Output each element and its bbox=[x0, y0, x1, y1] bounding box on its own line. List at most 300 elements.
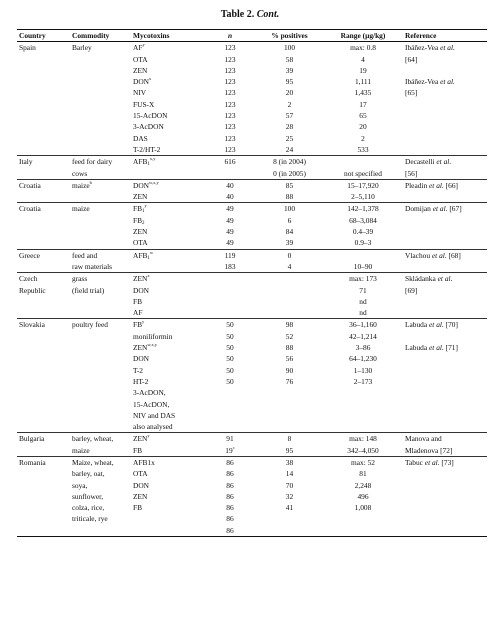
cell-commodity-text: feed and bbox=[72, 250, 98, 260]
cell-n bbox=[204, 215, 256, 226]
table-row bbox=[17, 410, 487, 421]
cell-reference-text: Pleadin et al. [66] bbox=[405, 180, 458, 190]
cell-range-text: 36–1,160 bbox=[349, 320, 377, 330]
cell-commodity-superscript: b bbox=[89, 179, 92, 185]
cell-positives bbox=[256, 215, 323, 226]
cell-range-text: 342–4,050 bbox=[347, 445, 379, 455]
cell-n bbox=[204, 421, 256, 433]
cell-n-text: 50 bbox=[226, 320, 234, 330]
cell-n bbox=[204, 480, 256, 491]
cell-range bbox=[323, 445, 403, 457]
cell-mycotoxin-text: NIV and DAS bbox=[133, 410, 176, 420]
cell-country bbox=[17, 307, 70, 319]
cell-reference bbox=[403, 203, 487, 215]
cell-n-text: 86 bbox=[226, 457, 234, 467]
cell-range bbox=[323, 42, 403, 54]
cell-range bbox=[323, 261, 403, 273]
table-row bbox=[17, 110, 487, 121]
cell-commodity-text: barley, wheat, bbox=[72, 434, 114, 444]
cell-range-text: 19 bbox=[359, 65, 367, 75]
cell-n-text: 91 bbox=[226, 434, 234, 444]
cell-range-text: 496 bbox=[357, 491, 369, 501]
cell-reference-text: Ibáñez-Vea et al. bbox=[405, 43, 455, 53]
cell-mycotoxin-text: DON bbox=[133, 480, 150, 490]
cell-commodity-text: Barley bbox=[72, 43, 92, 53]
cell-mycotoxin-text: AFB1x bbox=[133, 457, 155, 467]
cell-n-text: 50 bbox=[226, 354, 234, 364]
cell-mycotoxin bbox=[131, 433, 204, 445]
cell-range bbox=[323, 433, 403, 445]
cell-n-text: 49 bbox=[226, 227, 234, 237]
cell-mycotoxin bbox=[131, 76, 204, 87]
cell-commodity-text: soya, bbox=[72, 480, 88, 490]
cell-commodity bbox=[70, 491, 131, 502]
cell-country bbox=[17, 331, 70, 342]
cell-mycotoxin bbox=[131, 502, 204, 513]
table-row bbox=[17, 468, 487, 479]
cell-reference bbox=[403, 331, 487, 342]
cell-range-text: 533 bbox=[357, 144, 369, 154]
cell-mycotoxin bbox=[131, 191, 204, 203]
cell-positives bbox=[256, 42, 323, 54]
cell-mycotoxin-superscript: w,x,y bbox=[149, 179, 159, 185]
cell-commodity bbox=[70, 445, 131, 457]
cell-n bbox=[204, 133, 256, 144]
table-row bbox=[17, 331, 487, 342]
cell-mycotoxin-text: FB bbox=[133, 296, 143, 306]
cell-country bbox=[17, 296, 70, 307]
cell-commodity-text: maize bbox=[72, 180, 90, 190]
cell-country bbox=[17, 525, 70, 537]
cell-n-text: 50 bbox=[226, 376, 234, 386]
cell-country bbox=[17, 237, 70, 249]
cell-commodity bbox=[70, 296, 131, 307]
cell-n bbox=[204, 226, 256, 237]
cell-country bbox=[17, 273, 70, 285]
cell-reference-text: Vlachou et al. [68] bbox=[405, 250, 461, 260]
cell-mycotoxin-text: AF bbox=[133, 308, 143, 318]
cell-mycotoxin bbox=[131, 307, 204, 319]
cell-range bbox=[323, 168, 403, 180]
cell-country bbox=[17, 203, 70, 215]
col-header-mycotoxins: Mycotoxins bbox=[131, 30, 204, 42]
cell-positives-text: 39 bbox=[285, 65, 294, 75]
cell-n-text: 86 bbox=[226, 514, 234, 524]
cell-reference-text: [69] bbox=[405, 285, 418, 295]
cell-range bbox=[323, 249, 403, 261]
cell-country-text: Italy bbox=[19, 157, 33, 167]
cell-reference bbox=[403, 307, 487, 319]
cell-commodity bbox=[70, 433, 131, 445]
cell-positives-text: 8 bbox=[287, 434, 292, 444]
cell-n-text: 49 bbox=[226, 215, 234, 225]
cell-range bbox=[323, 99, 403, 110]
cell-commodity bbox=[70, 285, 131, 296]
cell-range-text: 142–1,378 bbox=[347, 204, 379, 214]
cell-range-text: 4 bbox=[361, 54, 365, 64]
table-row bbox=[17, 421, 487, 433]
col-header-range: Range (µg/kg) bbox=[323, 30, 403, 42]
cell-range bbox=[323, 76, 403, 87]
cell-positives-text: 85 bbox=[285, 180, 294, 190]
cell-reference bbox=[403, 410, 487, 421]
cell-positives bbox=[256, 342, 323, 353]
cell-positives bbox=[256, 399, 323, 410]
cell-positives bbox=[256, 331, 323, 342]
cell-range-text: 42–1,214 bbox=[349, 331, 377, 341]
cell-n bbox=[204, 353, 256, 364]
cell-positives bbox=[256, 387, 323, 398]
cell-mycotoxin-text: ZEN bbox=[133, 491, 148, 501]
cell-commodity-text: raw materials bbox=[72, 261, 113, 271]
cell-reference bbox=[403, 87, 487, 98]
table-row bbox=[17, 191, 487, 203]
cell-range bbox=[323, 65, 403, 76]
cell-positives bbox=[256, 76, 323, 87]
cell-n-text: 123 bbox=[224, 54, 236, 64]
cell-positives-text: 100 bbox=[283, 43, 296, 53]
cell-n-text: 123 bbox=[224, 144, 236, 154]
table-row bbox=[17, 365, 487, 376]
table-row bbox=[17, 215, 487, 226]
cell-reference bbox=[403, 54, 487, 65]
table-row bbox=[17, 513, 487, 524]
cell-country bbox=[17, 99, 70, 110]
cell-commodity bbox=[70, 65, 131, 76]
cell-mycotoxin bbox=[131, 376, 204, 387]
cell-n-text: 123 bbox=[224, 99, 236, 109]
cell-range bbox=[323, 342, 403, 353]
cell-commodity-text: (field trial) bbox=[72, 285, 105, 295]
cell-n bbox=[204, 365, 256, 376]
cell-positives bbox=[256, 87, 323, 98]
cell-range bbox=[323, 226, 403, 237]
cell-positives bbox=[256, 468, 323, 479]
cell-mycotoxin-text: FB bbox=[133, 503, 143, 513]
table-title bbox=[0, 9, 500, 20]
cell-n bbox=[204, 468, 256, 479]
col-header-n: n bbox=[204, 30, 256, 42]
cell-range bbox=[323, 456, 403, 468]
cell-n bbox=[204, 376, 256, 387]
cell-mycotoxin-text: $FB_2$ bbox=[133, 215, 145, 226]
table-row bbox=[17, 456, 487, 468]
cell-positives-text: 58 bbox=[285, 54, 294, 64]
cell-mycotoxin-text: T-2 bbox=[133, 365, 143, 375]
cell-commodity bbox=[70, 480, 131, 491]
cell-country bbox=[17, 445, 70, 457]
cell-country bbox=[17, 353, 70, 364]
cell-mycotoxin-text: AF bbox=[133, 43, 143, 53]
cell-country bbox=[17, 65, 70, 76]
cell-country bbox=[17, 342, 70, 353]
cell-commodity-text: grass bbox=[72, 274, 88, 284]
cell-n bbox=[204, 191, 256, 203]
cell-reference bbox=[403, 513, 487, 524]
cell-positives-text: 14 bbox=[285, 469, 294, 479]
cell-mycotoxin-superscript: y bbox=[142, 319, 145, 325]
cell-n bbox=[204, 168, 256, 180]
cell-reference bbox=[403, 144, 487, 156]
cell-mycotoxin-text: DON bbox=[133, 180, 150, 190]
cell-commodity bbox=[70, 387, 131, 398]
cell-mycotoxin bbox=[131, 179, 204, 191]
cell-n-text: 40 bbox=[226, 180, 234, 190]
cell-n bbox=[204, 456, 256, 468]
cell-reference bbox=[403, 456, 487, 468]
cell-commodity bbox=[70, 203, 131, 215]
cell-range bbox=[323, 87, 403, 98]
cell-mycotoxin bbox=[131, 226, 204, 237]
cell-mycotoxin-superscript: x,y bbox=[149, 156, 156, 162]
cell-commodity bbox=[70, 307, 131, 319]
cell-commodity-text: Maize, wheat, bbox=[72, 457, 114, 467]
table-row bbox=[17, 203, 487, 215]
cell-commodity bbox=[70, 99, 131, 110]
cell-mycotoxin-text: ZEN bbox=[133, 343, 148, 353]
cell-range bbox=[323, 387, 403, 398]
cell-n bbox=[204, 307, 256, 319]
table-row bbox=[17, 156, 487, 168]
cell-positives bbox=[256, 99, 323, 110]
cell-mycotoxin bbox=[131, 513, 204, 524]
cell-country-text: Croatia bbox=[19, 204, 41, 214]
cell-commodity bbox=[70, 342, 131, 353]
cell-positives-text: 38 bbox=[285, 457, 294, 467]
cell-n bbox=[204, 433, 256, 445]
cell-country bbox=[17, 168, 70, 180]
cell-n bbox=[204, 502, 256, 513]
cell-country bbox=[17, 261, 70, 273]
cell-country bbox=[17, 191, 70, 203]
cell-reference bbox=[403, 273, 487, 285]
table-row bbox=[17, 502, 487, 513]
cell-n-text: 123 bbox=[224, 88, 236, 98]
cell-reference-text: [64] bbox=[405, 54, 418, 64]
cell-commodity-text: triticale, rye bbox=[72, 514, 108, 524]
cell-country bbox=[17, 249, 70, 261]
cell-mycotoxin-text: 15-AcDON bbox=[133, 111, 168, 121]
cell-n bbox=[204, 237, 256, 249]
cell-positives bbox=[256, 353, 323, 364]
cell-range bbox=[323, 110, 403, 121]
cell-reference-text: [65] bbox=[405, 88, 418, 98]
cell-reference bbox=[403, 387, 487, 398]
cell-country bbox=[17, 179, 70, 191]
cell-n bbox=[204, 525, 256, 537]
cell-reference-text: [56] bbox=[405, 168, 418, 178]
cell-range bbox=[323, 353, 403, 364]
cell-commodity bbox=[70, 179, 131, 191]
cell-positives bbox=[256, 144, 323, 156]
cell-mycotoxin bbox=[131, 110, 204, 121]
cell-n bbox=[204, 249, 256, 261]
cell-mycotoxin bbox=[131, 491, 204, 502]
cell-country-text: Republic bbox=[19, 285, 46, 295]
cell-mycotoxin-text: DON bbox=[133, 354, 150, 364]
cell-range-text: 2 bbox=[361, 133, 365, 143]
cell-reference bbox=[403, 399, 487, 410]
col-header-country: Country bbox=[17, 30, 70, 42]
cell-country bbox=[17, 87, 70, 98]
cell-positives-text: 70 bbox=[285, 480, 294, 490]
cell-mycotoxin bbox=[131, 156, 204, 168]
cell-n bbox=[204, 261, 256, 273]
cell-country-text: Czech bbox=[19, 274, 38, 284]
cell-commodity bbox=[70, 87, 131, 98]
cell-range bbox=[323, 421, 403, 433]
cell-reference bbox=[403, 421, 487, 433]
cell-country bbox=[17, 110, 70, 121]
mycotoxin-table bbox=[17, 29, 487, 537]
cell-range bbox=[323, 54, 403, 65]
cell-mycotoxin bbox=[131, 456, 204, 468]
cell-positives bbox=[256, 410, 323, 421]
cell-mycotoxin bbox=[131, 331, 204, 342]
cell-country-text: Spain bbox=[19, 43, 36, 53]
cell-commodity bbox=[70, 376, 131, 387]
table-row bbox=[17, 121, 487, 132]
cell-range-text: 1–130 bbox=[353, 365, 373, 375]
cell-commodity bbox=[70, 399, 131, 410]
cell-mycotoxin bbox=[131, 42, 204, 54]
cell-mycotoxin-text: DAS bbox=[133, 133, 148, 143]
cell-mycotoxin bbox=[131, 133, 204, 144]
cell-commodity bbox=[70, 133, 131, 144]
cell-n bbox=[204, 410, 256, 421]
cell-positives bbox=[256, 307, 323, 319]
cell-mycotoxin-superscript: w,x,y bbox=[147, 342, 158, 348]
cell-reference bbox=[403, 156, 487, 168]
cell-n-text: 183 bbox=[224, 261, 236, 271]
cell-commodity bbox=[70, 144, 131, 156]
cell-range bbox=[323, 319, 403, 331]
cell-reference-text: Manova and bbox=[405, 434, 442, 444]
cell-n-text: 86 bbox=[226, 503, 234, 513]
cell-positives-text: 98 bbox=[285, 320, 294, 330]
cell-reference bbox=[403, 433, 487, 445]
cell-mycotoxin-text: moniliformin bbox=[133, 331, 173, 341]
table-row bbox=[17, 525, 487, 537]
cell-n bbox=[204, 319, 256, 331]
cell-reference bbox=[403, 342, 487, 353]
cell-positives-text: 76 bbox=[285, 376, 294, 386]
table-row bbox=[17, 353, 487, 364]
cell-n-text: 123 bbox=[224, 122, 236, 132]
cell-mycotoxin-text: FB bbox=[133, 445, 143, 455]
cell-country bbox=[17, 121, 70, 132]
cell-n-text: 40 bbox=[226, 192, 234, 202]
cell-reference bbox=[403, 480, 487, 491]
cell-reference bbox=[403, 261, 487, 273]
col-header-commodity: Commodity bbox=[70, 30, 131, 42]
cell-positives-text: 84 bbox=[285, 227, 294, 237]
cell-country bbox=[17, 156, 70, 168]
cell-mycotoxin bbox=[131, 410, 204, 421]
cell-positives bbox=[256, 54, 323, 65]
cell-range bbox=[323, 376, 403, 387]
cell-reference-text: Mladenova [72] bbox=[405, 445, 453, 455]
table-row bbox=[17, 65, 487, 76]
cell-mycotoxin-text: NIV bbox=[133, 88, 147, 98]
cell-reference bbox=[403, 525, 487, 537]
cell-positives bbox=[256, 237, 323, 249]
cell-range bbox=[323, 410, 403, 421]
cell-positives bbox=[256, 156, 323, 168]
cell-commodity bbox=[70, 54, 131, 65]
cell-range-text: 20 bbox=[359, 122, 367, 132]
cell-mycotoxin bbox=[131, 144, 204, 156]
cell-range bbox=[323, 491, 403, 502]
cell-positives bbox=[256, 525, 323, 537]
table-row bbox=[17, 76, 487, 87]
table-row bbox=[17, 179, 487, 191]
cell-positives bbox=[256, 456, 323, 468]
cell-mycotoxin-superscript: y bbox=[144, 203, 147, 209]
cell-n-text: 49 bbox=[226, 238, 234, 248]
cell-commodity-text: cows bbox=[72, 168, 88, 178]
cell-positives bbox=[256, 168, 323, 180]
cell-mycotoxin-text: 3-AcDON, bbox=[133, 388, 166, 398]
cell-positives bbox=[256, 445, 323, 457]
cell-commodity bbox=[70, 319, 131, 331]
cell-reference-text: Decastelli et al. bbox=[405, 157, 452, 167]
cell-reference bbox=[403, 133, 487, 144]
cell-n-text: 50 bbox=[226, 343, 234, 353]
cell-range bbox=[323, 203, 403, 215]
cell-positives bbox=[256, 261, 323, 273]
cell-range-text: max: 148 bbox=[349, 434, 377, 444]
cell-positives-text: 6 bbox=[287, 215, 292, 225]
cell-mycotoxin bbox=[131, 353, 204, 364]
cell-mycotoxin bbox=[131, 99, 204, 110]
cell-country bbox=[17, 285, 70, 296]
cell-range-text: 0.9–3 bbox=[354, 238, 372, 248]
cell-positives bbox=[256, 376, 323, 387]
cell-positives bbox=[256, 65, 323, 76]
cell-range-text: 0.4–39 bbox=[352, 227, 374, 237]
cell-range bbox=[323, 502, 403, 513]
cell-positives-text: 25 bbox=[285, 133, 294, 143]
table-row bbox=[17, 491, 487, 502]
cell-mycotoxin-text: ZEN bbox=[133, 274, 148, 284]
cell-n bbox=[204, 513, 256, 524]
cell-n-superscript: c bbox=[232, 444, 235, 450]
cell-mycotoxin bbox=[131, 285, 204, 296]
cell-range bbox=[323, 273, 403, 285]
cell-positives bbox=[256, 296, 323, 307]
cell-mycotoxin bbox=[131, 121, 204, 132]
cell-commodity bbox=[70, 353, 131, 364]
cell-mycotoxin bbox=[131, 203, 204, 215]
cell-reference bbox=[403, 468, 487, 479]
cell-reference-text: Labuda et al. [70] bbox=[405, 320, 458, 330]
table-row bbox=[17, 433, 487, 445]
cell-mycotoxin-text: $AFB_1$ bbox=[133, 157, 150, 168]
table-row bbox=[17, 307, 487, 319]
cell-commodity bbox=[70, 468, 131, 479]
cell-n-text: 123 bbox=[224, 77, 236, 87]
cell-n-text: 50 bbox=[226, 365, 234, 375]
cell-commodity bbox=[70, 273, 131, 285]
cell-positives bbox=[256, 491, 323, 502]
cell-commodity bbox=[70, 249, 131, 261]
table-row bbox=[17, 99, 487, 110]
cell-positives bbox=[256, 480, 323, 491]
cell-country bbox=[17, 376, 70, 387]
cell-commodity bbox=[70, 76, 131, 87]
cell-country bbox=[17, 468, 70, 479]
